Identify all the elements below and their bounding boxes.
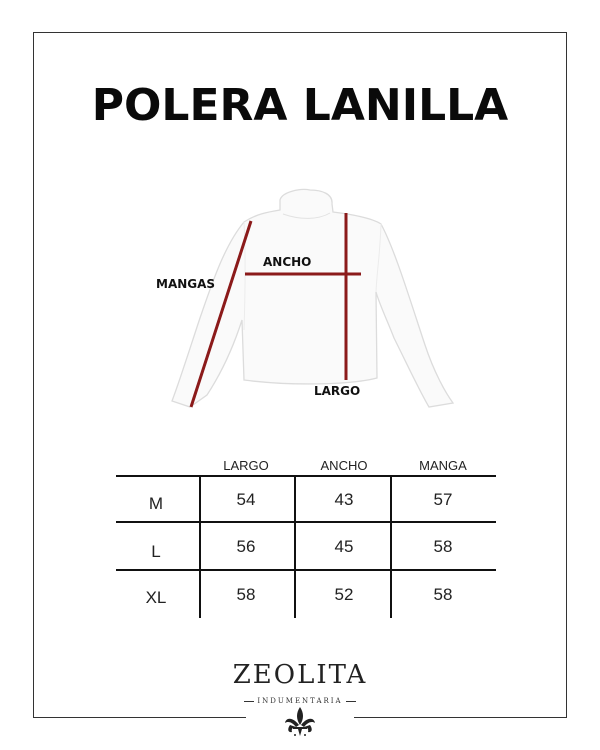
- table-cell: 58: [236, 585, 256, 604]
- header-ancho: ANCHO: [320, 458, 368, 473]
- header-manga: MANGA: [419, 458, 467, 473]
- brand-name: ZEOLITA: [232, 660, 368, 690]
- fleur-de-lis-icon: [282, 705, 318, 739]
- table-cell: 56: [236, 537, 256, 556]
- size-xl: XL: [145, 588, 167, 607]
- header-largo: LARGO: [223, 458, 269, 473]
- table-cell: 45: [334, 537, 354, 556]
- table-cell: 57: [433, 490, 453, 509]
- size-l: L: [151, 542, 161, 561]
- largo-label: LARGO: [314, 384, 361, 398]
- table-rule: [116, 475, 496, 477]
- table-rule: [116, 569, 496, 571]
- brand-logo: [0, 660, 600, 690]
- table-divider: [294, 476, 296, 618]
- size-m: M: [148, 494, 164, 513]
- ancho-label: ANCHO: [263, 255, 312, 269]
- table-divider: [390, 476, 392, 618]
- mangas-label: MANGAS: [156, 277, 216, 291]
- table-rule: [116, 521, 496, 523]
- table-cell: 43: [334, 490, 354, 509]
- brand-tagline-row: [0, 697, 600, 705]
- table-cell: 52: [334, 585, 354, 604]
- table-cell: 58: [433, 585, 453, 604]
- brand-tagline: INDUMENTARIA: [257, 697, 343, 705]
- table-cell: 54: [236, 490, 256, 509]
- page-title: POLERA LANILLA: [91, 80, 509, 131]
- table-cell: 58: [433, 537, 453, 556]
